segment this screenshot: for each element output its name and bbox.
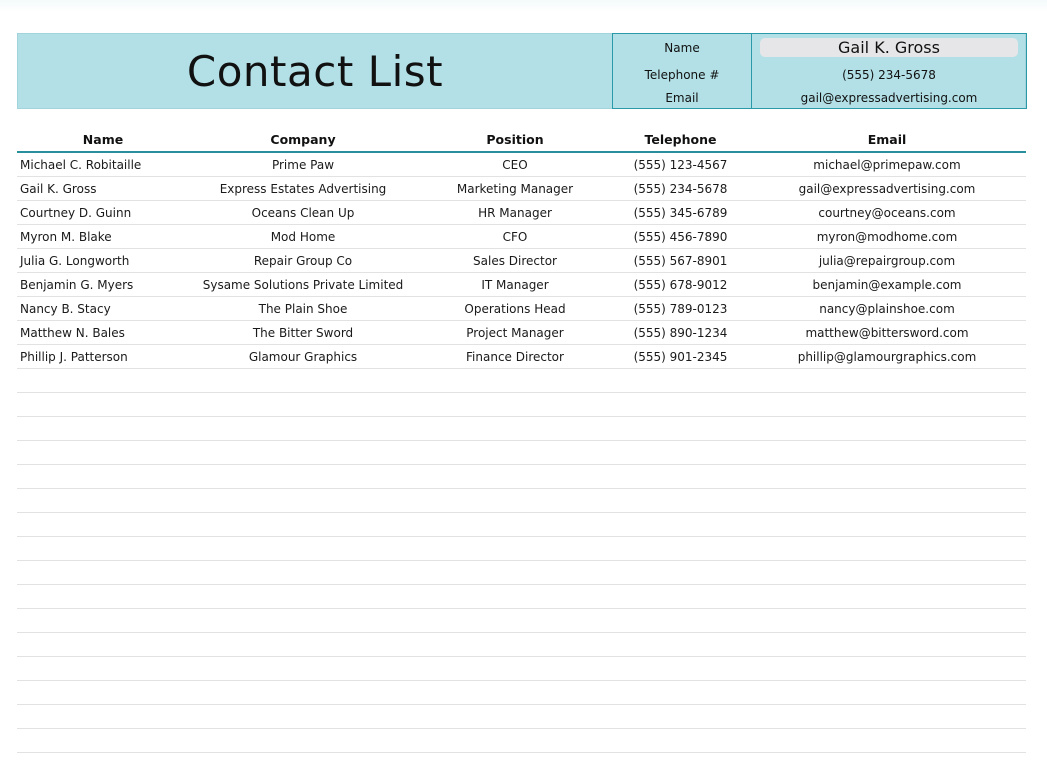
cell-telephone[interactable]: (555) 456-7890 (613, 225, 748, 249)
table-row[interactable] (17, 152, 1026, 177)
empty-cell-email[interactable] (748, 705, 1026, 729)
column-header-company[interactable]: Company (189, 127, 417, 152)
empty-cell-email[interactable] (748, 657, 1026, 681)
cell-position[interactable]: CFO (417, 225, 613, 249)
empty-cell-company[interactable] (189, 729, 417, 753)
empty-cell-telephone[interactable] (613, 705, 748, 729)
info-name-value[interactable]: Gail K. Gross (838, 38, 940, 57)
contact-info-box (612, 33, 1027, 109)
empty-row[interactable] (17, 657, 1026, 681)
empty-cell-email[interactable] (748, 369, 1026, 393)
empty-row[interactable] (17, 513, 1026, 537)
table-header-row (17, 127, 1026, 152)
cell-email[interactable]: myron@modhome.com (748, 225, 1026, 249)
empty-cell-name[interactable] (17, 657, 189, 681)
cell-email[interactable]: benjamin@example.com (748, 273, 1026, 297)
empty-row[interactable] (17, 561, 1026, 585)
empty-row[interactable] (17, 609, 1026, 633)
empty-cell-telephone[interactable] (613, 393, 748, 417)
info-telephone-label: Telephone # (644, 68, 720, 82)
cell-company[interactable]: The Plain Shoe (189, 297, 417, 321)
empty-row[interactable] (17, 489, 1026, 513)
cell-position[interactable]: CEO (417, 152, 613, 177)
empty-cell-company[interactable] (189, 489, 417, 513)
empty-cell-telephone[interactable] (613, 561, 748, 585)
empty-cell-company[interactable] (189, 633, 417, 657)
cell-telephone[interactable]: (555) 789-0123 (613, 297, 748, 321)
empty-cell-telephone[interactable] (613, 537, 748, 561)
cell-telephone[interactable]: (555) 123-4567 (613, 152, 748, 177)
empty-cell-telephone[interactable] (613, 369, 748, 393)
cell-name[interactable]: Nancy B. Stacy (17, 297, 189, 321)
cell-name[interactable]: Matthew N. Bales (17, 321, 189, 345)
contact-table (17, 127, 1026, 753)
empty-row[interactable] (17, 681, 1026, 705)
empty-cell-position[interactable] (417, 441, 613, 465)
empty-cell-email[interactable] (748, 393, 1026, 417)
cell-position[interactable]: Marketing Manager (417, 177, 613, 201)
empty-cell-position[interactable] (417, 609, 613, 633)
table-row[interactable] (17, 177, 1026, 201)
empty-cell-position[interactable] (417, 681, 613, 705)
cell-position[interactable]: HR Manager (417, 201, 613, 225)
empty-cell-company[interactable] (189, 393, 417, 417)
empty-row[interactable] (17, 705, 1026, 729)
cell-company[interactable]: The Bitter Sword (189, 321, 417, 345)
cell-name[interactable]: Courtney D. Guinn (17, 201, 189, 225)
top-strip (0, 0, 1047, 12)
empty-cell-position[interactable] (417, 561, 613, 585)
table-row[interactable] (17, 249, 1026, 273)
cell-company[interactable]: Prime Paw (189, 152, 417, 177)
empty-cell-name[interactable] (17, 489, 189, 513)
empty-cell-position[interactable] (417, 585, 613, 609)
empty-cell-company[interactable] (189, 585, 417, 609)
cell-email[interactable]: courtney@oceans.com (748, 201, 1026, 225)
column-header-email[interactable]: Email (748, 127, 1026, 152)
empty-cell-telephone[interactable] (613, 441, 748, 465)
column-header-name[interactable]: Name (17, 127, 189, 152)
empty-cell-company[interactable] (189, 609, 417, 633)
cell-position[interactable]: Operations Head (417, 297, 613, 321)
empty-row[interactable] (17, 729, 1026, 753)
empty-cell-name[interactable] (17, 585, 189, 609)
empty-cell-company[interactable] (189, 561, 417, 585)
empty-cell-email[interactable] (748, 633, 1026, 657)
cell-telephone[interactable]: (555) 345-6789 (613, 201, 748, 225)
empty-cell-position[interactable] (417, 705, 613, 729)
cell-company[interactable]: Mod Home (189, 225, 417, 249)
cell-name[interactable]: Gail K. Gross (17, 177, 189, 201)
cell-name[interactable]: Benjamin G. Myers (17, 273, 189, 297)
table-row[interactable] (17, 297, 1026, 321)
cell-company[interactable]: Oceans Clean Up (189, 201, 417, 225)
cell-telephone[interactable]: (555) 901-2345 (613, 345, 748, 369)
empty-row[interactable] (17, 633, 1026, 657)
info-values (752, 34, 1026, 108)
empty-cell-company[interactable] (189, 465, 417, 489)
cell-email[interactable]: gail@expressadvertising.com (748, 177, 1026, 201)
cell-company[interactable]: Express Estates Advertising (189, 177, 417, 201)
empty-row[interactable] (17, 417, 1026, 441)
header-band (17, 33, 1026, 109)
cell-name[interactable]: Myron M. Blake (17, 225, 189, 249)
empty-cell-telephone[interactable] (613, 657, 748, 681)
empty-cell-name[interactable] (17, 537, 189, 561)
empty-cell-position[interactable] (417, 537, 613, 561)
empty-cell-name[interactable] (17, 561, 189, 585)
cell-email[interactable]: julia@repairgroup.com (748, 249, 1026, 273)
cell-company[interactable]: Glamour Graphics (189, 345, 417, 369)
empty-cell-telephone[interactable] (613, 609, 748, 633)
empty-cell-company[interactable] (189, 417, 417, 441)
empty-cell-email[interactable] (748, 537, 1026, 561)
empty-cell-name[interactable] (17, 633, 189, 657)
empty-row[interactable] (17, 585, 1026, 609)
cell-email[interactable]: michael@primepaw.com (748, 152, 1026, 177)
page-title: Contact List (186, 46, 444, 96)
cell-email[interactable]: matthew@bittersword.com (748, 321, 1026, 345)
empty-cell-telephone[interactable] (613, 681, 748, 705)
empty-cell-email[interactable] (748, 585, 1026, 609)
empty-cell-name[interactable] (17, 513, 189, 537)
empty-cell-position[interactable] (417, 369, 613, 393)
empty-cell-position[interactable] (417, 633, 613, 657)
empty-cell-email[interactable] (748, 513, 1026, 537)
empty-cell-position[interactable] (417, 729, 613, 753)
table-row[interactable] (17, 225, 1026, 249)
cell-position[interactable]: Sales Director (417, 249, 613, 273)
empty-cell-name[interactable] (17, 729, 189, 753)
empty-cell-position[interactable] (417, 417, 613, 441)
empty-cell-name[interactable] (17, 609, 189, 633)
empty-cell-company[interactable] (189, 513, 417, 537)
cell-company[interactable]: Sysame Solutions Private Limited (189, 273, 417, 297)
info-telephone-value: (555) 234-5678 (842, 68, 936, 82)
empty-row[interactable] (17, 537, 1026, 561)
cell-email[interactable]: nancy@plainshoe.com (748, 297, 1026, 321)
cell-name[interactable]: Julia G. Longworth (17, 249, 189, 273)
empty-cell-telephone[interactable] (613, 513, 748, 537)
column-header-telephone[interactable]: Telephone (613, 127, 748, 152)
cell-position[interactable]: IT Manager (417, 273, 613, 297)
empty-cell-telephone[interactable] (613, 633, 748, 657)
table-row[interactable] (17, 321, 1026, 345)
cell-telephone[interactable]: (555) 678-9012 (613, 273, 748, 297)
table-row[interactable] (17, 345, 1026, 369)
empty-cell-company[interactable] (189, 441, 417, 465)
empty-cell-company[interactable] (189, 537, 417, 561)
cell-telephone[interactable]: (555) 567-8901 (613, 249, 748, 273)
empty-cell-email[interactable] (748, 489, 1026, 513)
empty-cell-name[interactable] (17, 705, 189, 729)
info-labels (613, 34, 752, 108)
cell-name[interactable]: Phillip J. Patterson (17, 345, 189, 369)
empty-cell-telephone[interactable] (613, 465, 748, 489)
contact-table-wrap (17, 127, 1026, 753)
column-header-position[interactable]: Position (417, 127, 613, 152)
empty-cell-name[interactable] (17, 417, 189, 441)
info-name-label: Name (664, 41, 700, 55)
empty-cell-position[interactable] (417, 393, 613, 417)
table-row[interactable] (17, 273, 1026, 297)
empty-cell-company[interactable] (189, 657, 417, 681)
empty-cell-telephone[interactable] (613, 489, 748, 513)
empty-row[interactable] (17, 465, 1026, 489)
empty-cell-email[interactable] (748, 465, 1026, 489)
empty-cell-email[interactable] (748, 441, 1026, 465)
cell-name[interactable]: Michael C. Robitaille (17, 152, 189, 177)
cell-position[interactable]: Finance Director (417, 345, 613, 369)
cell-email[interactable]: phillip@glamourgraphics.com (748, 345, 1026, 369)
cell-telephone[interactable]: (555) 234-5678 (613, 177, 748, 201)
empty-cell-name[interactable] (17, 393, 189, 417)
empty-cell-company[interactable] (189, 705, 417, 729)
table-body (17, 152, 1026, 753)
table-row[interactable] (17, 201, 1026, 225)
empty-cell-name[interactable] (17, 465, 189, 489)
empty-row[interactable] (17, 369, 1026, 393)
empty-cell-email[interactable] (748, 417, 1026, 441)
empty-cell-email[interactable] (748, 729, 1026, 753)
cell-telephone[interactable]: (555) 890-1234 (613, 321, 748, 345)
empty-cell-position[interactable] (417, 657, 613, 681)
empty-cell-company[interactable] (189, 369, 417, 393)
empty-cell-email[interactable] (748, 609, 1026, 633)
empty-cell-position[interactable] (417, 489, 613, 513)
empty-cell-name[interactable] (17, 441, 189, 465)
empty-cell-name[interactable] (17, 369, 189, 393)
info-email-value: gail@expressadvertising.com (800, 91, 978, 105)
empty-cell-name[interactable] (17, 681, 189, 705)
empty-cell-company[interactable] (189, 681, 417, 705)
empty-row[interactable] (17, 393, 1026, 417)
empty-cell-email[interactable] (748, 681, 1026, 705)
empty-cell-position[interactable] (417, 513, 613, 537)
empty-cell-telephone[interactable] (613, 417, 748, 441)
empty-row[interactable] (17, 441, 1026, 465)
empty-cell-email[interactable] (748, 561, 1026, 585)
empty-cell-telephone[interactable] (613, 729, 748, 753)
empty-cell-position[interactable] (417, 465, 613, 489)
cell-position[interactable]: Project Manager (417, 321, 613, 345)
empty-cell-telephone[interactable] (613, 585, 748, 609)
info-email-label: Email (665, 91, 699, 105)
cell-company[interactable]: Repair Group Co (189, 249, 417, 273)
